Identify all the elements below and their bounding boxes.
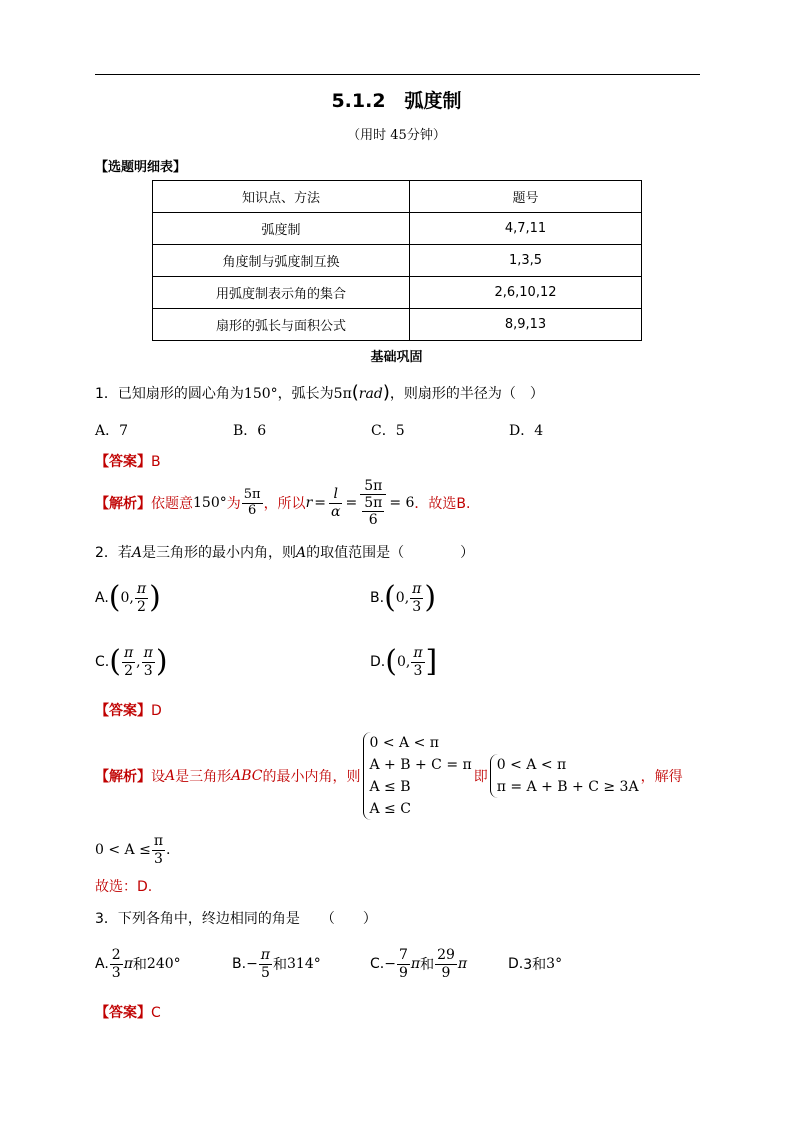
fraction-numerator: π [136, 581, 147, 598]
q2-var-a: A [131, 545, 143, 561]
fraction-numerator: 5π [243, 486, 261, 502]
option-and: 和 [132, 957, 147, 973]
q2-stem [95, 542, 474, 562]
fraction-numerator: π [153, 833, 164, 850]
q1-option-c: C．5 [371, 423, 405, 439]
q1-answer [95, 451, 161, 471]
table-header-cell: 题号 [410, 181, 642, 213]
fraction-numerator: π [413, 645, 423, 662]
q2-analysis-c: 的最小内角，则 [262, 769, 361, 785]
table-cell: 2,6,10,12 [410, 277, 642, 309]
fraction-numerator: π [260, 947, 270, 964]
fraction-denominator: 9 [398, 964, 408, 981]
q2-option-c: C. ( $\frac{\pi}{2}$ , $\frac{\pi}{3}$ ) [95, 644, 168, 679]
option-minus: − [246, 956, 258, 972]
fraction-numerator: 2 [111, 947, 121, 964]
system-line: A + B + C = π [369, 757, 472, 773]
table-cell: 用弧度制表示角的集合 [153, 277, 410, 309]
option-degree: 314° [287, 956, 321, 972]
q2-stem-c: 的取值范围是（ ） [306, 545, 475, 561]
formula-r: r [305, 495, 313, 511]
inner-fraction [362, 495, 384, 528]
interval-start [122, 645, 135, 678]
interval-start: 0, [395, 590, 410, 606]
system-line: 0 < A < π [496, 757, 567, 773]
q3-option-b [232, 944, 321, 984]
q2-system-2 [490, 754, 639, 798]
q1-stem: 1．已知扇形的圆心角为150°，弧长为5π(rad)，则扇形的半径为（ ） [95, 382, 544, 403]
fraction-denominator: 3 [153, 850, 163, 867]
fraction-numerator: π [123, 645, 134, 662]
option-and: 和 [420, 957, 435, 973]
q2-stem-a: 2．若 [95, 545, 132, 561]
q1-analysis-c: ，所以 [263, 496, 306, 512]
top-rule [95, 74, 700, 75]
option-degree: 3° [546, 956, 563, 972]
option-text: 3和 [523, 957, 547, 973]
fraction-denominator: 2 [124, 662, 134, 679]
answer-label: 【答案】 [95, 454, 151, 470]
table-row [153, 213, 642, 245]
fraction-denominator: 3 [111, 964, 121, 981]
option-fraction-2 [435, 947, 457, 980]
option-pi: π [457, 956, 468, 972]
fraction-denominator: 5 [260, 964, 270, 981]
analysis-label: 【解析】 [95, 769, 151, 785]
q1-option-d: D．4 [509, 423, 544, 439]
fraction-denominator: 6 [368, 512, 378, 529]
answer-label: 【答案】 [95, 1005, 151, 1021]
q2-system-1 [363, 732, 472, 820]
q2-conclusion: 故选：D. [95, 879, 153, 895]
system-line: A ≤ C [369, 801, 411, 817]
result-lhs: 0 < A ≤ [95, 842, 151, 858]
q2-answer [95, 700, 162, 720]
q1-analysis-a: 依题意 [151, 496, 193, 512]
q2-analysis-e: ，解得 [640, 769, 683, 785]
table-row [153, 245, 642, 277]
q1-rad: rad [358, 386, 383, 402]
option-label: C. [370, 956, 385, 972]
result-fraction [152, 833, 165, 866]
q2-analysis [95, 728, 683, 824]
fraction-denominator: 6 [248, 502, 257, 518]
answer-value: C [151, 1005, 161, 1021]
option-minus: − [384, 956, 396, 972]
interval-start: 0, [120, 590, 134, 606]
q3-answer [95, 1002, 161, 1022]
formula-eq2: = [345, 495, 358, 511]
table-cell: 角度制与弧度制互换 [153, 245, 410, 277]
fraction-numerator: π [412, 581, 422, 598]
answer-value: D [151, 703, 162, 719]
system-line: A ≤ B [369, 779, 411, 795]
option-label: B. [370, 590, 385, 606]
fraction-numerator: 5π [364, 494, 383, 511]
option-fraction [259, 947, 272, 980]
fraction-numerator: π [143, 645, 153, 662]
fraction-numerator: 5π [360, 478, 386, 495]
q1-analysis-b: 为 [226, 496, 241, 512]
option-label: D. [370, 654, 386, 670]
q1-analysis-angle: 150° [193, 495, 227, 511]
option-label: C. [95, 654, 110, 670]
q3-option-d [508, 944, 562, 984]
table-header-row [153, 181, 642, 213]
table-cell: 弧度制 [153, 213, 410, 245]
section-heading: 基础巩固 [370, 350, 423, 365]
formula-compound-fraction [360, 478, 386, 528]
q1-stem-a: 1．已知扇形的圆心角为 [95, 386, 244, 402]
table-label: 【选题明细表】 [95, 160, 187, 175]
fraction-denominator: 2 [137, 598, 146, 615]
result-end: . [166, 842, 171, 858]
q2-analysis-a: 设 [151, 769, 165, 785]
interval-end [135, 581, 148, 614]
q1-option-a: A．7 [95, 423, 129, 439]
q2-option-d: D. ( 0, $\frac{\pi}{3}$ ] [370, 644, 438, 679]
table-header-cell: 知识点、方法 [153, 181, 410, 213]
option-pi: π [123, 956, 133, 972]
answer-value: B [151, 454, 161, 470]
topic-table [152, 180, 642, 341]
option-and: 和 [273, 957, 287, 973]
q1-analysis-d: ．故选B. [414, 496, 471, 512]
interval-end [411, 645, 424, 678]
q2-option-a: A. ( 0, $\frac{\pi}{2}$ ) [95, 580, 161, 615]
q1-angle: 150° [243, 386, 278, 402]
q1-stem-b: ，弧长为 [277, 386, 334, 402]
interval-end [142, 645, 155, 678]
q2-stem-b: 是三角形的最小内角，则 [142, 545, 297, 561]
q1-formula [306, 478, 415, 528]
q3-option-a [95, 944, 181, 984]
fraction-numerator: l [329, 486, 342, 503]
q2-option-b: B. ( 0, $\frac{\pi}{3}$ ) [370, 580, 437, 615]
q2-analysis-b: 是三角形 [175, 769, 232, 785]
fraction-denominator [360, 495, 386, 528]
page-title: 5.1.2 弧度制 [331, 90, 462, 112]
table-cell: 8,9,13 [410, 309, 642, 341]
q1-analysis [95, 472, 470, 534]
option-degree: 240° [146, 956, 181, 972]
answer-label: 【答案】 [95, 703, 151, 719]
system-line: π = A + B + C ≥ 3A [496, 779, 639, 795]
analysis-label: 【解析】 [95, 496, 151, 512]
fraction-denominator: 3 [413, 662, 423, 679]
q3-option-c [370, 944, 467, 984]
table-row [153, 277, 642, 309]
formula-eq: = [314, 495, 326, 511]
fraction-denominator: 3 [412, 598, 422, 615]
fraction-denominator: 9 [441, 964, 451, 981]
fraction-denominator: α [331, 503, 341, 520]
option-label: A. [95, 956, 109, 972]
q2-result [95, 830, 171, 870]
fraction-denominator: 3 [143, 662, 153, 679]
option-label: B. [232, 956, 247, 972]
q2-analysis-abc: ABC [231, 768, 263, 784]
option-pi: π [410, 956, 421, 972]
table-cell: 4,7,11 [410, 213, 642, 245]
q1-fraction [242, 488, 263, 519]
table-cell: 1,3,5 [410, 245, 642, 277]
interval-end [410, 581, 423, 614]
q3-stem: 3．下列各角中，终边相同的角是 （ ） [95, 911, 377, 927]
q2-var-a2: A [296, 545, 307, 561]
table-row [153, 309, 642, 341]
time-note: （用时 45分钟） [347, 128, 446, 143]
q2-analysis-d: 即 [473, 769, 488, 785]
option-fraction [110, 947, 123, 980]
option-label: D. [508, 956, 524, 972]
fraction-numerator: 7 [398, 947, 408, 964]
system-line: 0 < A < π [369, 735, 439, 751]
table-cell: 扇形的弧长与面积公式 [153, 309, 410, 341]
option-label: A. [95, 590, 109, 606]
option-fraction [397, 947, 410, 980]
q1-option-b: B．6 [233, 423, 267, 439]
formula-l-over-alpha [329, 486, 342, 519]
q2-analysis-var: A [165, 768, 176, 784]
formula-result: = 6 [389, 495, 415, 511]
fraction-numerator: 29 [437, 947, 455, 964]
interval-start: 0, [396, 654, 411, 670]
q1-arc: 5π [333, 386, 352, 402]
q1-stem-c: ，则扇形的半径为（ ） [389, 386, 544, 402]
